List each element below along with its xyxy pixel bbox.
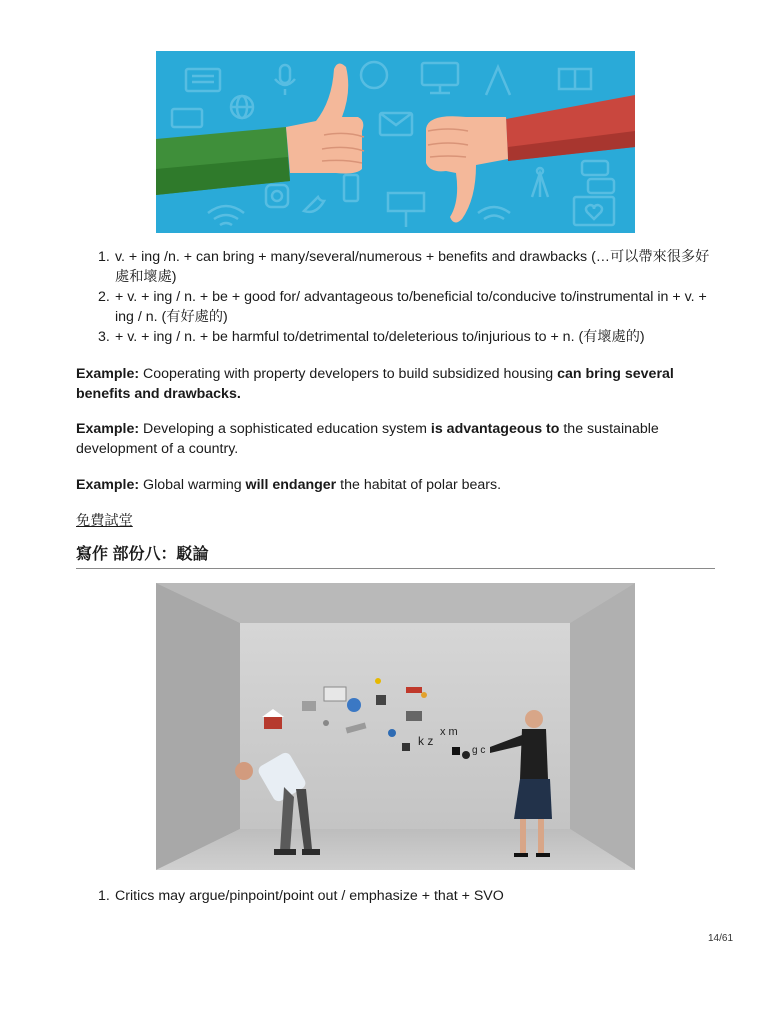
example-text: Cooperating with property developers to build subsidized housing [139, 366, 558, 382]
example-text-end: . [236, 386, 241, 402]
example-highlight: can bring several benefits and drawbacks [76, 366, 674, 402]
svg-text:x m: x m [440, 726, 458, 738]
example-text: Developing a sophisticated education system [139, 421, 431, 437]
example-highlight: will endanger [245, 477, 337, 493]
list-item-text: + v. + ing / n. + be + good for/ advantageous to/beneficial to/conducive to/instrumental in + v. + ing / n. (有好處的) [115, 289, 707, 325]
phrase-list-benefits [98, 247, 718, 347]
heading-divider [76, 568, 715, 569]
list-number: 1. [98, 888, 110, 904]
section-heading: 寫作 部份八：駁論 [76, 546, 209, 563]
argument-room-illustration [156, 583, 635, 870]
example-text: Global warming [139, 477, 246, 493]
example-label: Example: [76, 477, 140, 493]
list-item-text: v. + ing /n. + can bring + many/several/numerous + benefits and drawbacks (…可以帶來很多好處和壞處) [115, 249, 710, 285]
list-item [98, 327, 718, 347]
example-text-end: the sustainable development of a country. [76, 421, 659, 457]
free-trial-link[interactable]: 免費試堂 [76, 513, 133, 529]
example-paragraph [76, 475, 726, 495]
list-item-text: + v. + ing / n. + be harmful to/detrimental to/deleterious to/injurious to + n. (有壞處的) [115, 329, 645, 345]
example-label: Example: [76, 366, 140, 382]
svg-text:k z: k z [418, 734, 434, 748]
example-paragraph [76, 364, 726, 404]
example-highlight: is advantageous to [430, 421, 560, 437]
example-label: Example: [76, 421, 140, 437]
example-paragraph [76, 419, 726, 459]
list-item [98, 886, 718, 906]
list-item-text: Critics may argue/pinpoint/point out / emphasize + that + SVO [115, 888, 504, 904]
list-item [98, 247, 718, 287]
svg-text:g c: g c [472, 745, 486, 756]
example-text-end: the habitat of polar bears. [336, 477, 502, 493]
list-number: 3. [98, 329, 110, 345]
list-item [98, 287, 718, 327]
page-number: 14/61 [708, 933, 734, 944]
list-number: 2. [98, 289, 110, 305]
thumbs-up-down-illustration [156, 51, 635, 233]
list-number: 1. [98, 249, 110, 265]
phrase-list-rebuttal [98, 886, 718, 906]
